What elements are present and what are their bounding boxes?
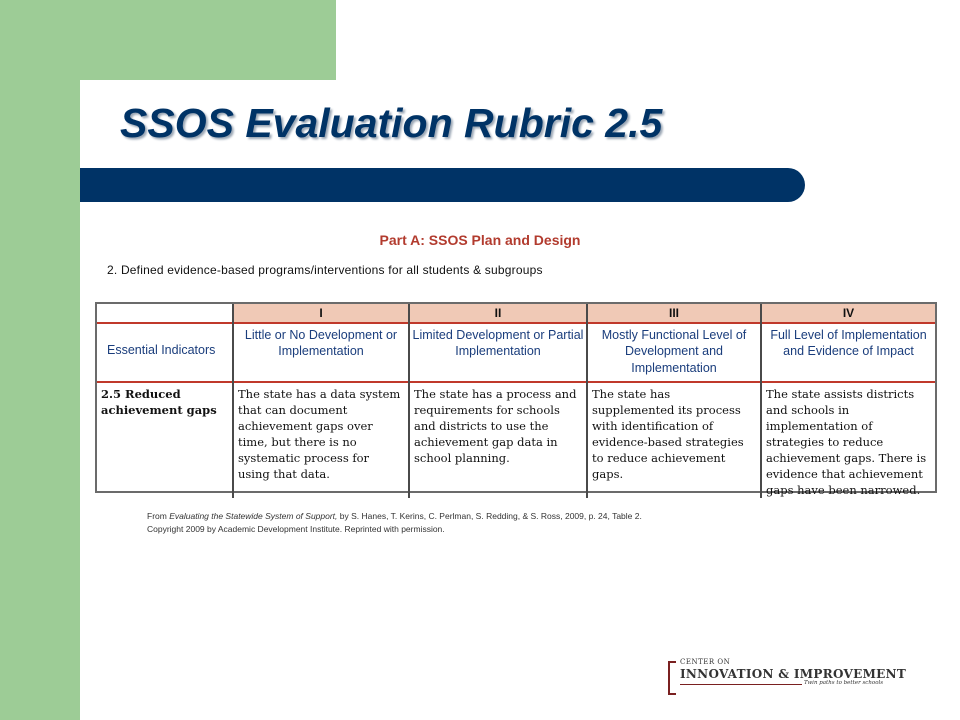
level-ii-label: II — [409, 304, 587, 323]
level-i-description: The state has a data system that can document achievement gaps over time, but there is no systematic process for using that data. — [233, 382, 409, 498]
top-accent-block — [80, 0, 336, 80]
rubric-table — [95, 302, 937, 497]
logo-tagline: Twin paths to better schools — [804, 680, 884, 686]
level-ii-description: The state has a process and requirements for schools and districts to use the achievement gap data in school planning. — [409, 382, 587, 498]
citation-source-title: Evaluating the Statewide System of Support, — [169, 511, 338, 521]
level-iv-description: The state assists districts and schools in implementation of strategies to reduce achievement gaps. There is evidence that achievement gaps have been narrowed. — [761, 382, 935, 498]
level-iv-header: Full Level of Implementation and Evidence of Impact — [761, 323, 935, 382]
logo-line-1: CENTER ON — [680, 658, 731, 666]
level-iv-label: IV — [761, 304, 935, 323]
level-iii-label: III — [587, 304, 761, 323]
logo-rule — [680, 684, 802, 685]
citation-line-2: Copyright 2009 by Academic Development Institute. Reprinted with permission. — [147, 524, 445, 534]
level-i-label: I — [233, 304, 409, 323]
title-underline-bar — [80, 168, 805, 202]
logo-line-2: INNOVATION & IMPROVEMENT — [680, 667, 907, 681]
rubric-subtitle: 2. Defined evidence-based programs/interventions for all students & subgroups — [107, 263, 543, 277]
level-i-header: Little or No Development or Implementation — [233, 323, 409, 382]
part-heading: Part A: SSOS Plan and Design — [379, 232, 581, 248]
logo-bracket-icon — [668, 661, 676, 695]
level-header-blank — [97, 304, 233, 323]
center-logo — [668, 658, 907, 694]
level-iii-header: Mostly Functional Level of Development and Implementation — [587, 323, 761, 382]
level-iii-description: The state has supplemented its process with identification of evidence-based strategies to reduce achievement gaps. — [587, 382, 761, 498]
citation-line-1: From Evaluating the Statewide System of Support, by S. Hanes, T. Kerins, C. Perlman, S. Redding, & S. Ross, 2009, p. 24, Table 2. — [147, 511, 642, 521]
left-accent-bar — [0, 0, 80, 720]
level-ii-header: Limited Development or Partial Implementation — [409, 323, 587, 382]
indicator-cell: 2.5 Reduced achievement gaps — [97, 382, 233, 498]
slide-title: SSOS Evaluation Rubric 2.5 — [120, 100, 663, 146]
citation — [147, 510, 642, 536]
essential-indicators-header: Essential Indicators — [97, 323, 233, 382]
